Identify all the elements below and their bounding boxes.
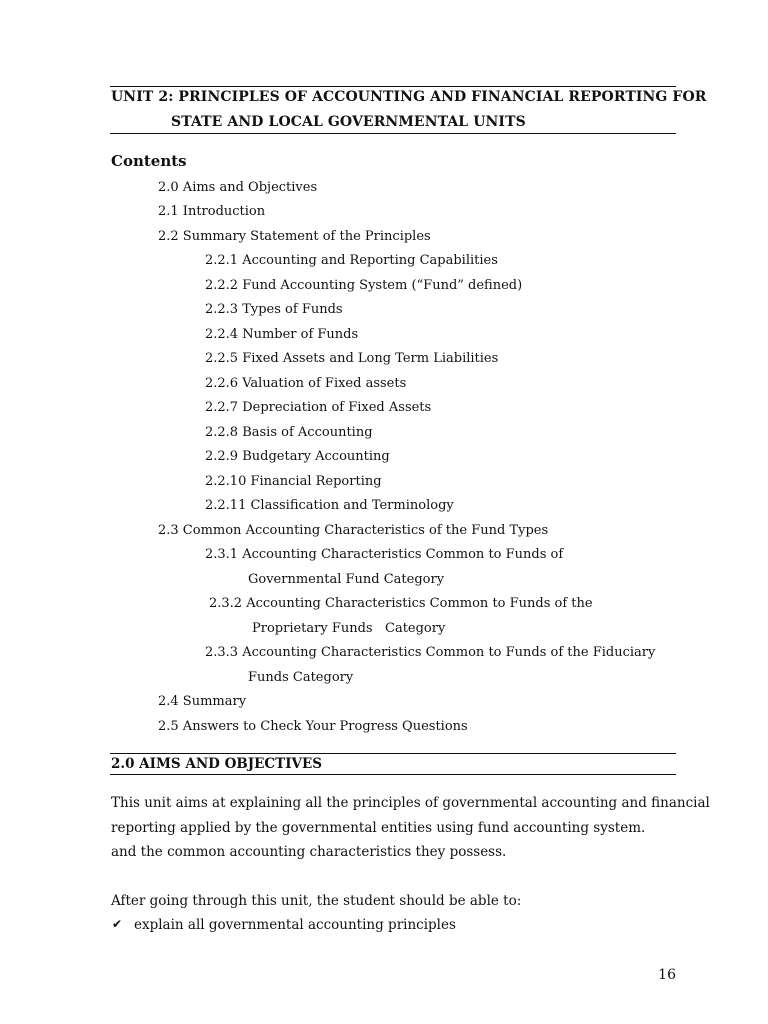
toc-item: 2.2.10 Financial Reporting (205, 474, 382, 489)
toc-item: 2.2.11 Classification and Terminology (205, 498, 454, 513)
page-number: 16 (658, 967, 676, 983)
section-top-rule (110, 753, 676, 754)
unit-title-line-2: STATE AND LOCAL GOVERNMENTAL UNITS (171, 114, 526, 130)
paragraph-line: and the common accounting characteristics they possess. (111, 844, 507, 860)
toc-item: 2.2.4 Number of Funds (205, 327, 359, 342)
toc-item: 2.3.1 Accounting Characteristics Common to Funds of (205, 547, 564, 562)
paragraph-line: This unit aims at explaining all the principles of governmental accounting and financial (111, 795, 710, 811)
section-heading: 2.0 AIMS AND OBJECTIVES (111, 756, 323, 772)
toc-item: 2.2.8 Basis of Accounting (205, 425, 373, 440)
toc-item: 2.2.6 Valuation of Fixed assets (205, 376, 407, 391)
paragraph-line: reporting applied by the governmental entities using fund accounting system. (111, 820, 646, 836)
toc-item: 2.2.2 Fund Accounting System (“Fund” defined) (205, 278, 523, 293)
toc-item: 2.2.9 Budgetary Accounting (205, 449, 390, 464)
toc-item: 2.4 Summary (158, 694, 247, 709)
toc-item: 2.5 Answers to Check Your Progress Questions (158, 719, 468, 734)
toc-item: Funds Category (248, 670, 354, 685)
intro-line: After going through this unit, the student should be able to: (111, 893, 522, 909)
bullet-text: explain all governmental accounting principles (134, 917, 456, 933)
toc-item: Proprietary Funds Category (252, 621, 446, 636)
toc-item: 2.2.7 Depreciation of Fixed Assets (205, 400, 432, 415)
unit-title-line-1: UNIT 2: PRINCIPLES OF ACCOUNTING AND FINANCIAL REPORTING FOR (111, 89, 707, 105)
toc-item: 2.1 Introduction (158, 204, 266, 219)
title-bottom-rule (110, 133, 676, 134)
toc-item: 2.3.3 Accounting Characteristics Common to Funds of the Fiduciary (205, 645, 656, 660)
toc-item: 2.2.3 Types of Funds (205, 302, 343, 317)
toc-item: 2.3 Common Accounting Characteristics of the Fund Types (158, 523, 549, 538)
toc-item: 2.0 Aims and Objectives (158, 180, 318, 195)
check-bullet-icon: ✔ (112, 917, 123, 931)
toc-item: 2.2 Summary Statement of the Principles (158, 229, 431, 244)
toc-item: 2.2.5 Fixed Assets and Long Term Liabilities (205, 351, 499, 366)
toc-item: 2.3.2 Accounting Characteristics Common to Funds of the (209, 596, 593, 611)
title-top-rule (110, 86, 676, 87)
toc-item: 2.2.1 Accounting and Reporting Capabilities (205, 253, 498, 268)
toc-item: Governmental Fund Category (248, 572, 445, 587)
contents-heading: Contents (111, 152, 187, 170)
section-bottom-rule (110, 774, 676, 775)
